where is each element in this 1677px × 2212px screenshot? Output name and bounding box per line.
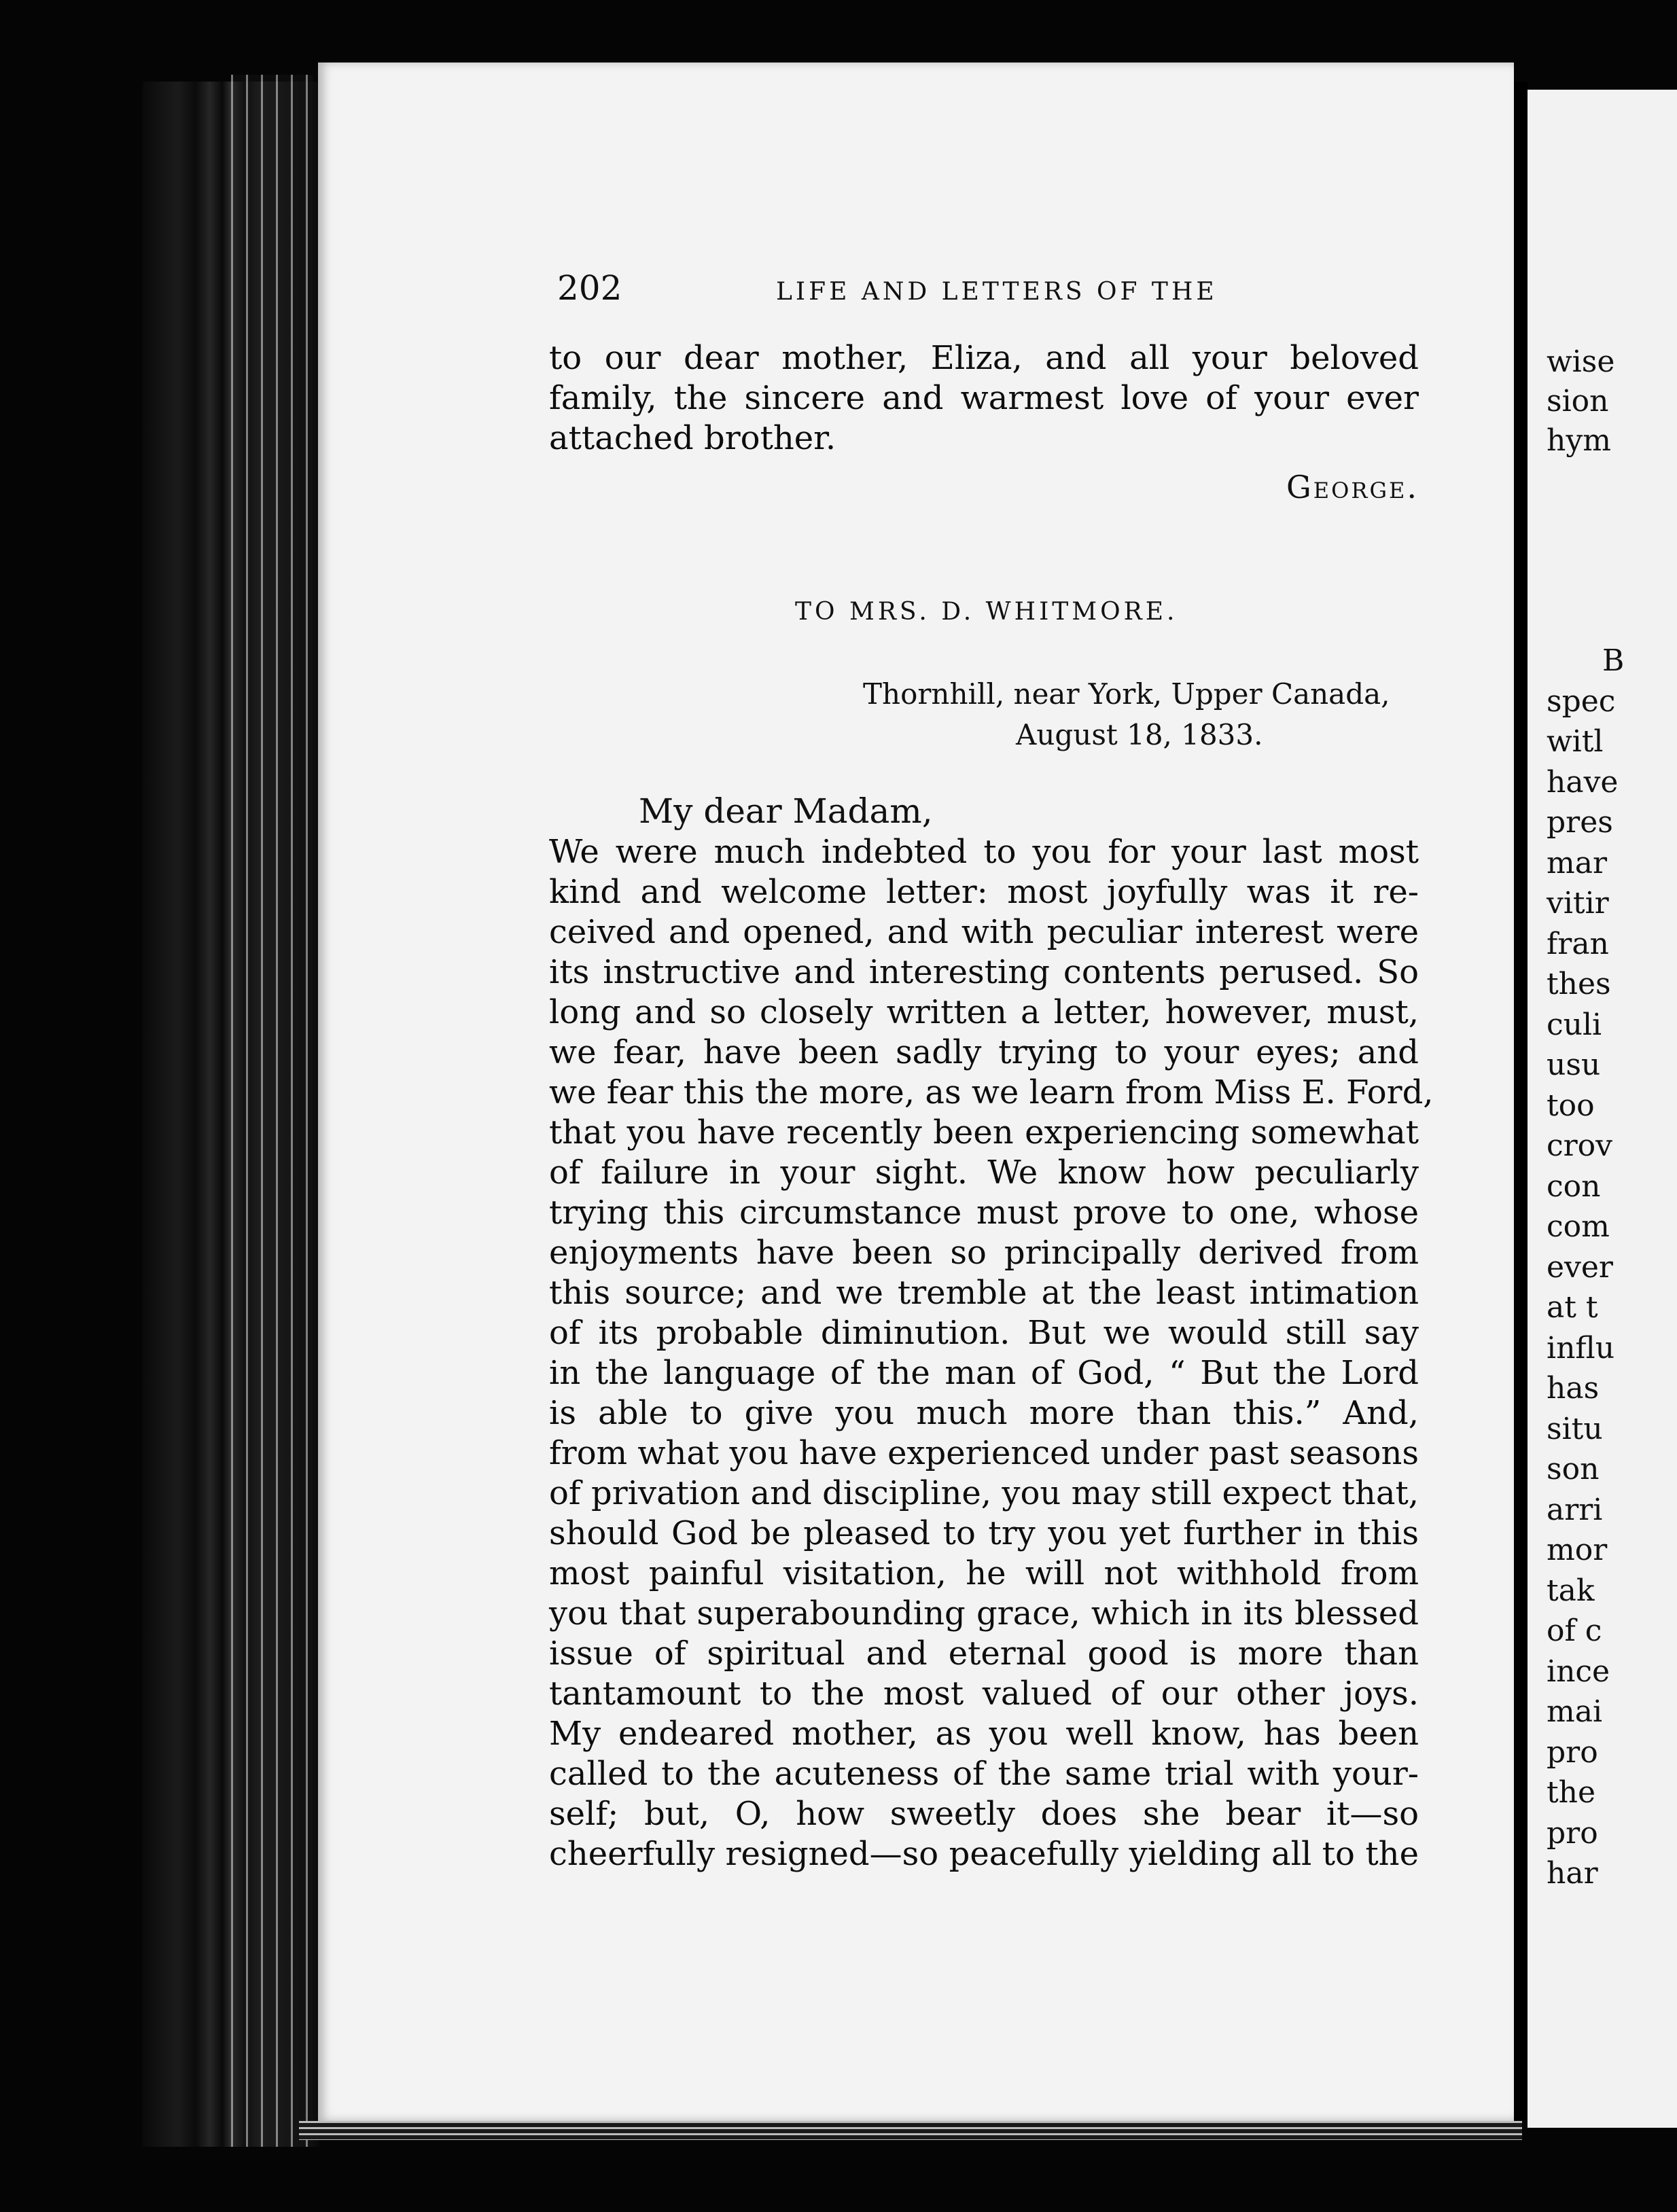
facing-page-text-fragment: culi [1547, 1007, 1602, 1042]
facing-page-text-fragment: ever [1547, 1249, 1613, 1285]
facing-page-text-fragment: witl [1547, 724, 1604, 759]
facing-page-text-fragment: com [1547, 1209, 1610, 1244]
facing-page [1528, 90, 1677, 2128]
text-line: trying this circumstance must prove to one, whose [549, 1194, 1419, 1232]
text-line: from what you have experienced under past seasons [549, 1434, 1419, 1472]
text-line: we fear this the more, as we learn from Miss E. Ford, [549, 1073, 1434, 1111]
text-line: kind and welcome letter: most joyfully was it re- [549, 873, 1419, 911]
page-bottom-edge [299, 2121, 1522, 2140]
text-line: should God be pleased to try you yet further in this [549, 1514, 1419, 1552]
facing-page-text-fragment: wise [1547, 344, 1615, 379]
text-line: ceived and opened, and with peculiar interest were [549, 913, 1419, 951]
letter-date: August 18, 1833. [1016, 718, 1263, 751]
previous-letter-close [549, 338, 1419, 459]
text-line: tantamount to the most valued of our other joys. [549, 1675, 1419, 1713]
facing-page-text-fragment: son [1547, 1452, 1600, 1486]
text-line: you that superabounding grace, which in its blessed [549, 1594, 1419, 1633]
facing-page-text-fragment: vitir [1547, 886, 1609, 921]
text-line: most painful visitation, he will not withhold from [549, 1554, 1419, 1592]
facing-page-text-fragment: pro [1547, 1734, 1598, 1770]
facing-page-text-fragment: situ [1547, 1411, 1603, 1446]
text-line: in the language of the man of God, “ But the Lord [549, 1354, 1419, 1392]
text-line: this source; and we tremble at the least intimation [549, 1274, 1419, 1312]
facing-page-text-fragment: tak [1547, 1573, 1595, 1608]
facing-page-text-fragment: have [1547, 764, 1619, 800]
text-line: of failure in your sight. We know how peculiarly [549, 1154, 1419, 1192]
page-header [557, 268, 1427, 316]
text-line: cheerfully resigned—so peacefully yielding all to the [549, 1835, 1419, 1873]
facing-page-text-fragment: pres [1547, 805, 1613, 840]
facing-page-text-fragment: B [1602, 643, 1625, 678]
text-line: My endeared mother, as you well know, has been [549, 1715, 1419, 1753]
facing-page-text-fragment: ince [1547, 1654, 1610, 1689]
facing-page-text-fragment: mai [1547, 1694, 1603, 1729]
text-line: is able to give you much more than this.” And, [549, 1394, 1419, 1432]
facing-page-text-fragment: the [1547, 1775, 1596, 1810]
text-line: long and so closely written a letter, however, must, [549, 993, 1419, 1031]
text-line: family, the sincere and warmest love of your ever [549, 379, 1419, 417]
facing-page-text-fragment: sion [1547, 384, 1609, 418]
facing-page-text-fragment: arri [1547, 1492, 1603, 1527]
facing-page-text-fragment: thes [1547, 967, 1611, 1001]
text-line: issue of spiritual and eternal good is more than [549, 1635, 1419, 1673]
facing-page-text-fragment: at t [1547, 1290, 1598, 1325]
facing-page-text-fragment: hym [1547, 423, 1611, 458]
text-line: of privation and discipline, you may still expect that, [549, 1474, 1419, 1512]
facing-page-text-fragment: too [1547, 1088, 1595, 1123]
text-line: called to the acuteness of the same trial with your- [549, 1755, 1419, 1793]
facing-page-text-fragment: har [1547, 1856, 1598, 1891]
text-line: we fear, have been sadly trying to your eyes; and [549, 1033, 1419, 1071]
text-line: self; but, O, how sweetly does she bear it—so [549, 1795, 1419, 1833]
book-gutter [1514, 82, 1528, 2120]
letter-body [549, 832, 1434, 1874]
facing-page-text-fragment: mar [1547, 845, 1607, 880]
facing-page-text-fragment: spec [1547, 683, 1616, 719]
letter-salutation: My dear Madam, [639, 791, 933, 831]
facing-page-text-fragment: influ [1547, 1330, 1615, 1366]
page-stack-edges [231, 75, 313, 2147]
text-line: of its probable diminution. But we would still say [549, 1314, 1419, 1352]
letter-recipient-heading: TO MRS. D. WHITMORE. [795, 598, 1178, 626]
text-line: its instructive and interesting contents perused. So [549, 953, 1419, 991]
text-line: that you have recently been experiencing somewhat [549, 1113, 1419, 1152]
text-line: We were much indebted to you for your last most [549, 833, 1419, 871]
text-line: enjoyments have been so principally derived from [549, 1234, 1419, 1272]
facing-page-text-fragment: mor [1547, 1533, 1608, 1567]
text-line: to our dear mother, Eliza, and all your beloved [549, 339, 1419, 377]
text-line: attached brother. [549, 419, 836, 457]
running-head: LIFE AND LETTERS OF THE [776, 278, 1218, 306]
facing-page-text-fragment: crov [1547, 1128, 1613, 1163]
facing-page-text-fragment: fran [1547, 926, 1609, 961]
signature: George. [1286, 469, 1419, 505]
facing-page-text-fragment: pro [1547, 1815, 1598, 1851]
facing-page-text-fragment: of c [1547, 1613, 1602, 1648]
facing-page-text-fragment: con [1547, 1169, 1601, 1204]
page-number: 202 [557, 268, 622, 308]
facing-page-text-fragment: usu [1547, 1048, 1601, 1082]
letter-place: Thornhill, near York, Upper Canada, [863, 677, 1390, 711]
facing-page-text-fragment: has [1547, 1371, 1600, 1406]
